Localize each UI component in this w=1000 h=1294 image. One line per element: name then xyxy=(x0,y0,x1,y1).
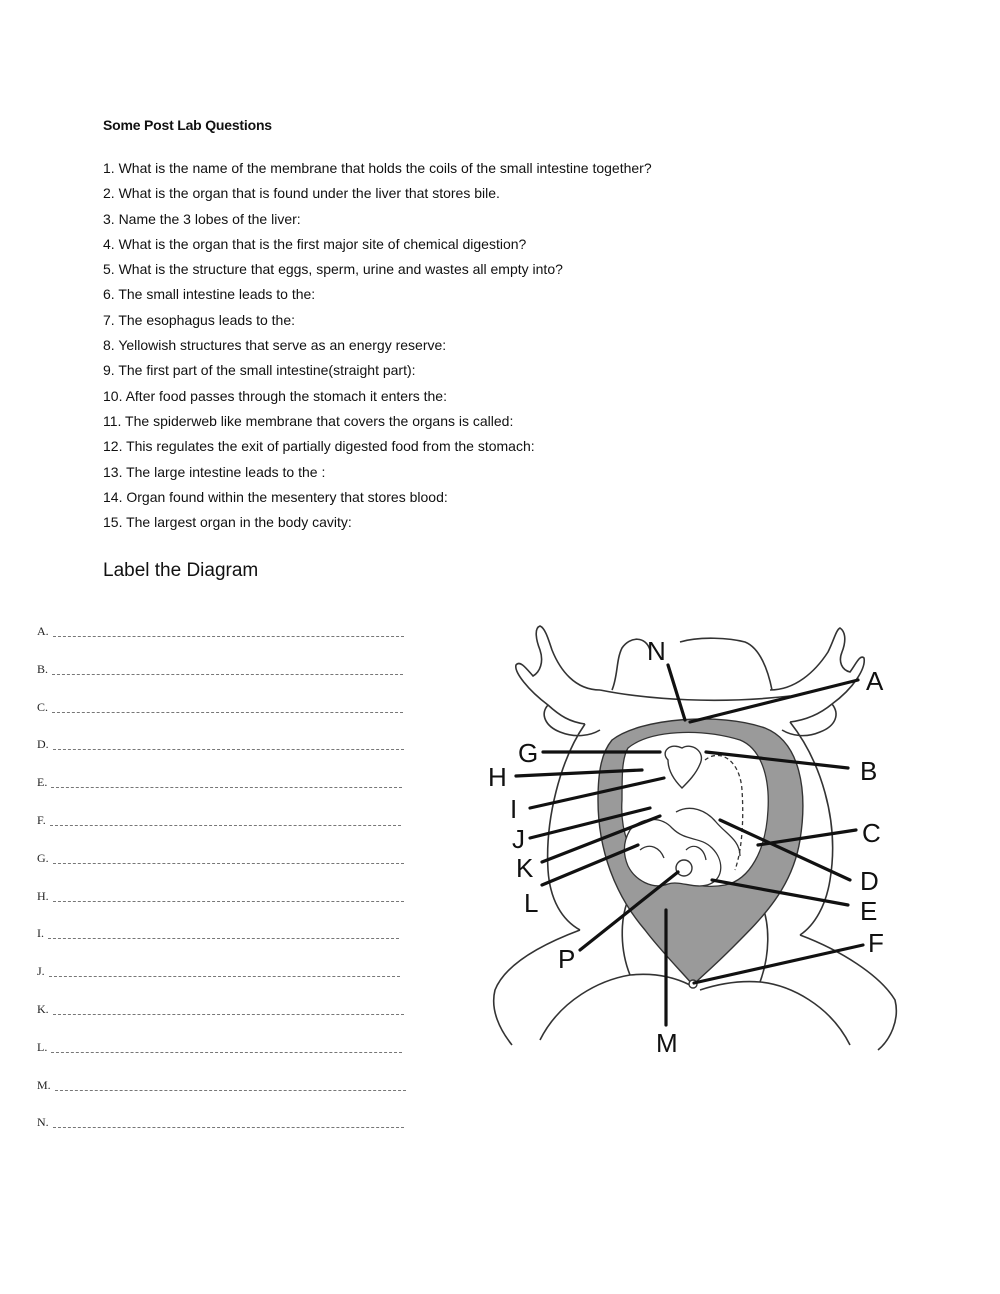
answer-row xyxy=(37,926,406,964)
answer-blank[interactable] xyxy=(52,700,403,713)
question-item: 8. Yellowish structures that serve as an energy reserve: xyxy=(103,337,447,354)
answer-letter: H. xyxy=(37,888,49,903)
answer-row xyxy=(37,1078,406,1116)
answer-blank[interactable] xyxy=(50,813,401,826)
label-K: K xyxy=(516,853,534,883)
answer-row xyxy=(37,813,406,851)
diagram-heading: Label the Diagram xyxy=(103,560,259,581)
answer-blank[interactable] xyxy=(49,964,400,977)
answer-row xyxy=(37,1040,406,1078)
page-title: Some Post Lab Questions xyxy=(103,117,272,133)
label-B: B xyxy=(860,756,878,786)
question-item: 10. After food passes through the stomach it enters the: xyxy=(103,387,447,404)
question-item: 14. Organ found within the mesentery that stores blood: xyxy=(103,488,448,505)
answer-blank[interactable] xyxy=(52,662,403,675)
label-M: M xyxy=(656,1028,678,1058)
label-D: D xyxy=(860,866,879,896)
label-G: G xyxy=(518,738,539,768)
label-N: N xyxy=(647,636,666,666)
answer-blank[interactable] xyxy=(53,1115,404,1128)
label-H: H xyxy=(488,762,507,792)
question-item: 3. Name the 3 lobes of the liver: xyxy=(103,210,301,227)
answer-letter: B. xyxy=(37,661,49,676)
label-J: J xyxy=(512,824,525,854)
question-item: 1. What is the name of the membrane that holds the coils of the small intestine together? xyxy=(103,160,652,176)
answer-blank[interactable] xyxy=(55,1078,406,1091)
answer-row xyxy=(37,624,406,662)
label-I: I xyxy=(510,794,518,824)
frog-anatomy-diagram xyxy=(485,620,900,1060)
question-item: 13. The large intestine leads to the : xyxy=(103,463,326,480)
answer-letter: E. xyxy=(37,775,48,790)
answer-blank[interactable] xyxy=(53,889,404,902)
question-item: 6. The small intestine leads to the: xyxy=(103,286,316,303)
answer-row xyxy=(37,851,406,889)
answer-blank[interactable] xyxy=(53,1002,404,1015)
answer-letter: F. xyxy=(37,812,46,827)
answer-letter: J. xyxy=(37,964,45,979)
answer-blank[interactable] xyxy=(51,1040,402,1053)
answer-letter: L. xyxy=(37,1039,48,1054)
answer-letter: N. xyxy=(37,1115,49,1130)
answer-letter: K. xyxy=(37,1001,49,1016)
answer-blank[interactable] xyxy=(53,851,404,864)
answer-letter: M. xyxy=(37,1077,51,1092)
answer-letter: C. xyxy=(37,699,49,714)
answer-row xyxy=(37,700,406,738)
label-F: F xyxy=(868,928,884,958)
answer-row xyxy=(37,737,406,775)
answer-row xyxy=(37,1115,406,1153)
label-L: L xyxy=(524,888,539,918)
answer-letter: G. xyxy=(37,850,49,865)
label-E: E xyxy=(860,896,878,926)
answer-letter: A. xyxy=(37,624,49,638)
question-list xyxy=(103,156,652,535)
answer-blank[interactable] xyxy=(53,624,404,637)
question-item: 5. What is the structure that eggs, sperm, urine and wastes all empty into? xyxy=(103,261,563,278)
answer-blank[interactable] xyxy=(53,737,404,750)
question-item: 7. The esophagus leads to the: xyxy=(103,311,295,328)
answer-row xyxy=(37,775,406,813)
answer-blank[interactable] xyxy=(48,926,399,939)
question-item: 15. The largest organ in the body cavity: xyxy=(103,514,352,531)
answer-list xyxy=(37,624,406,1153)
answer-letter: I. xyxy=(37,926,44,941)
question-item: 9. The first part of the small intestine(straight part): xyxy=(103,362,416,379)
question-item: 4. What is the organ that is the first major site of chemical digestion? xyxy=(103,235,527,252)
answer-row xyxy=(37,1002,406,1040)
label-P: P xyxy=(558,944,576,974)
question-item: 12. This regulates the exit of partially digested food from the stomach: xyxy=(103,438,535,455)
answer-blank[interactable] xyxy=(51,775,402,788)
label-A: A xyxy=(866,666,884,696)
answer-letter: D. xyxy=(37,737,49,752)
answer-row xyxy=(37,964,406,1002)
question-item: 2. What is the organ that is found under the liver that stores bile. xyxy=(103,185,500,202)
label-C: C xyxy=(862,818,881,848)
answer-row xyxy=(37,889,406,927)
question-item: 11. The spiderweb like membrane that covers the organs is called: xyxy=(103,412,514,429)
answer-row xyxy=(37,662,406,700)
